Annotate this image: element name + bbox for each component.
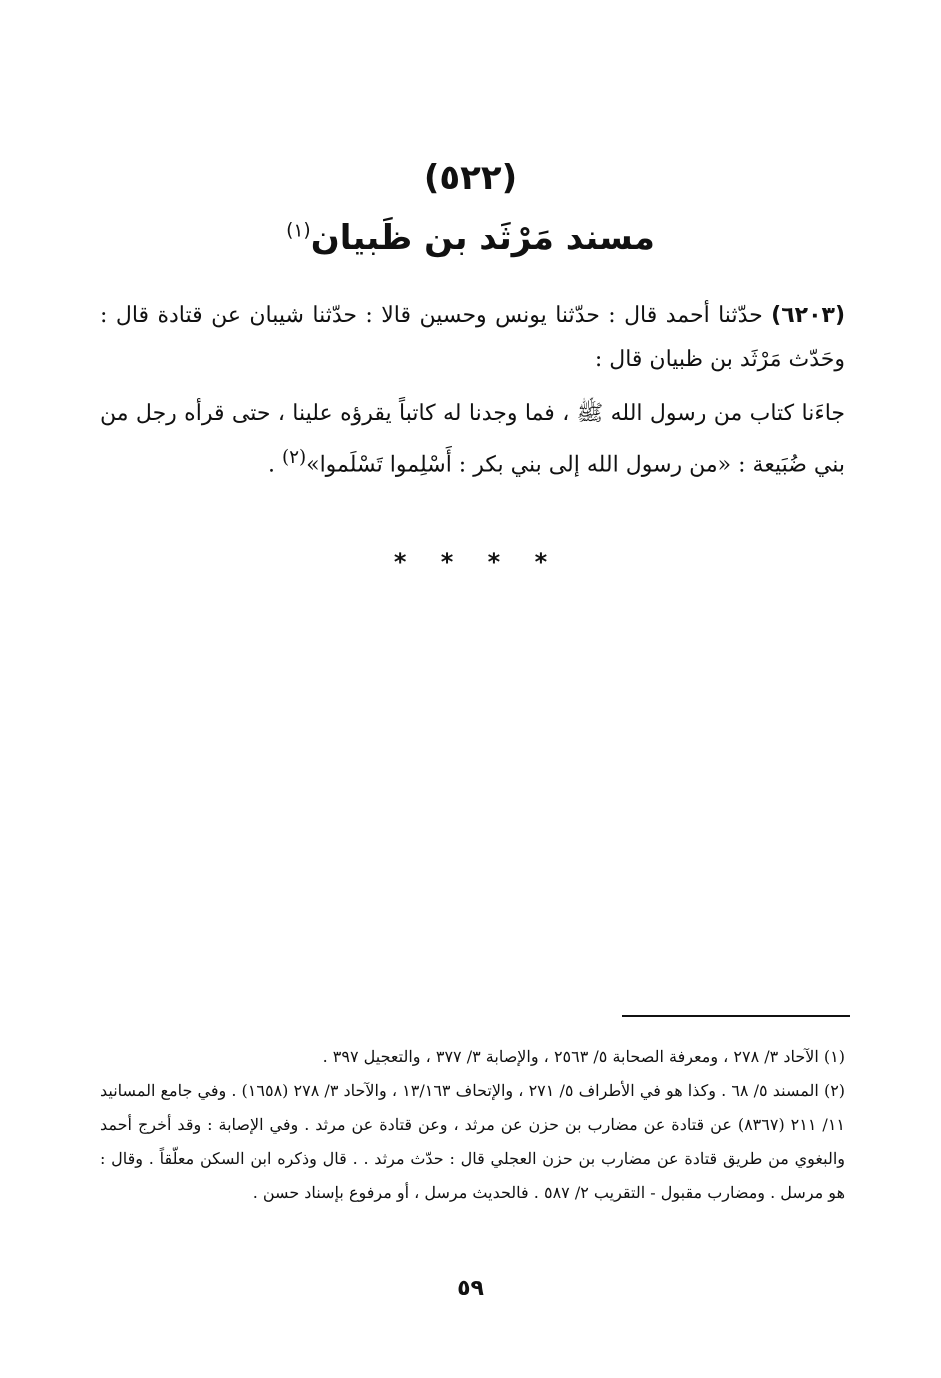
chapter-title [0,218,941,258]
footnote-1-text: الآحاد ٣/ ٢٧٨ ، ومعرفة الصحابة ٥/ ٢٥٦٣ ، والإصابة ٣/ ٣٧٧ ، والتعجيل ٣٩٧ . [322,1047,819,1066]
hadith-matn-end: . [267,452,282,478]
footnote-1-label: (١) [823,1047,845,1066]
hadith-matn [100,392,845,487]
footnote-1 [100,1040,845,1074]
footnote-ref-2: (٢) [281,447,307,468]
section-separator: * * * * [393,548,548,576]
footnote-ref-1: (١) [286,220,311,242]
chapter-title-text: مسند مَرْثَد بن ظَبيان [310,218,655,258]
hadith-isnad [100,294,845,382]
footnote-2-label: (٢) [823,1081,846,1100]
footnote-2-text: المسند ٥/ ٦٨ . وكذا هو في الأطراف ٥/ ٢٧١ ، والإتحاف ١٣/١٦٣ ، والآحاد ٣/ ٢٧٨ (١٦٥٨) . وفي جامع المسانيد ١١/ ٢١١ (٨٣٦٧) عن قتادة عن مضارب بن حزن عن مرثد ، وعن قتادة عن مرثد . وفي الإصابة : وقد أخرج أحمد والبغوي من طريق قتادة عن مضارب بن حزن العجلي قال : حدّث مرثد . . قال وذكره ابن السكن معلّقاً . وقال : هو مرسل . ومضارب مقبول - التقريب ٢/ ٥٨٧ . فالحديث مرسل ، أو مرفوع بإسناد حسن . [100,1081,845,1202]
page-number: ٥٩ [457,1276,484,1301]
footnote-2 [100,1074,845,1210]
hadith-isnad-text: حدّثنا أحمد قال : حدّثنا يونس وحسين قالا : حدّثنا شيبان عن قتادة قال : وحَدّث مَرْثَد بن ظبيان قال : [100,303,845,372]
hadith-matn-text: جاءَنا كتاب من رسول الله ﷺ ، فما وجدنا له كاتباً يقرؤه علينا ، حتى قرأه رجل من بني ضُبَيعة : «من رسول الله إلى بني بكر : أَسْلِموا تَسْلَموا» [100,401,845,478]
chapter-number: (٥٢٢) [423,158,518,198]
hadith-number: (٦٢٠٣) [771,303,845,328]
footnotes [100,1040,845,1210]
footnote-divider [622,1015,850,1017]
